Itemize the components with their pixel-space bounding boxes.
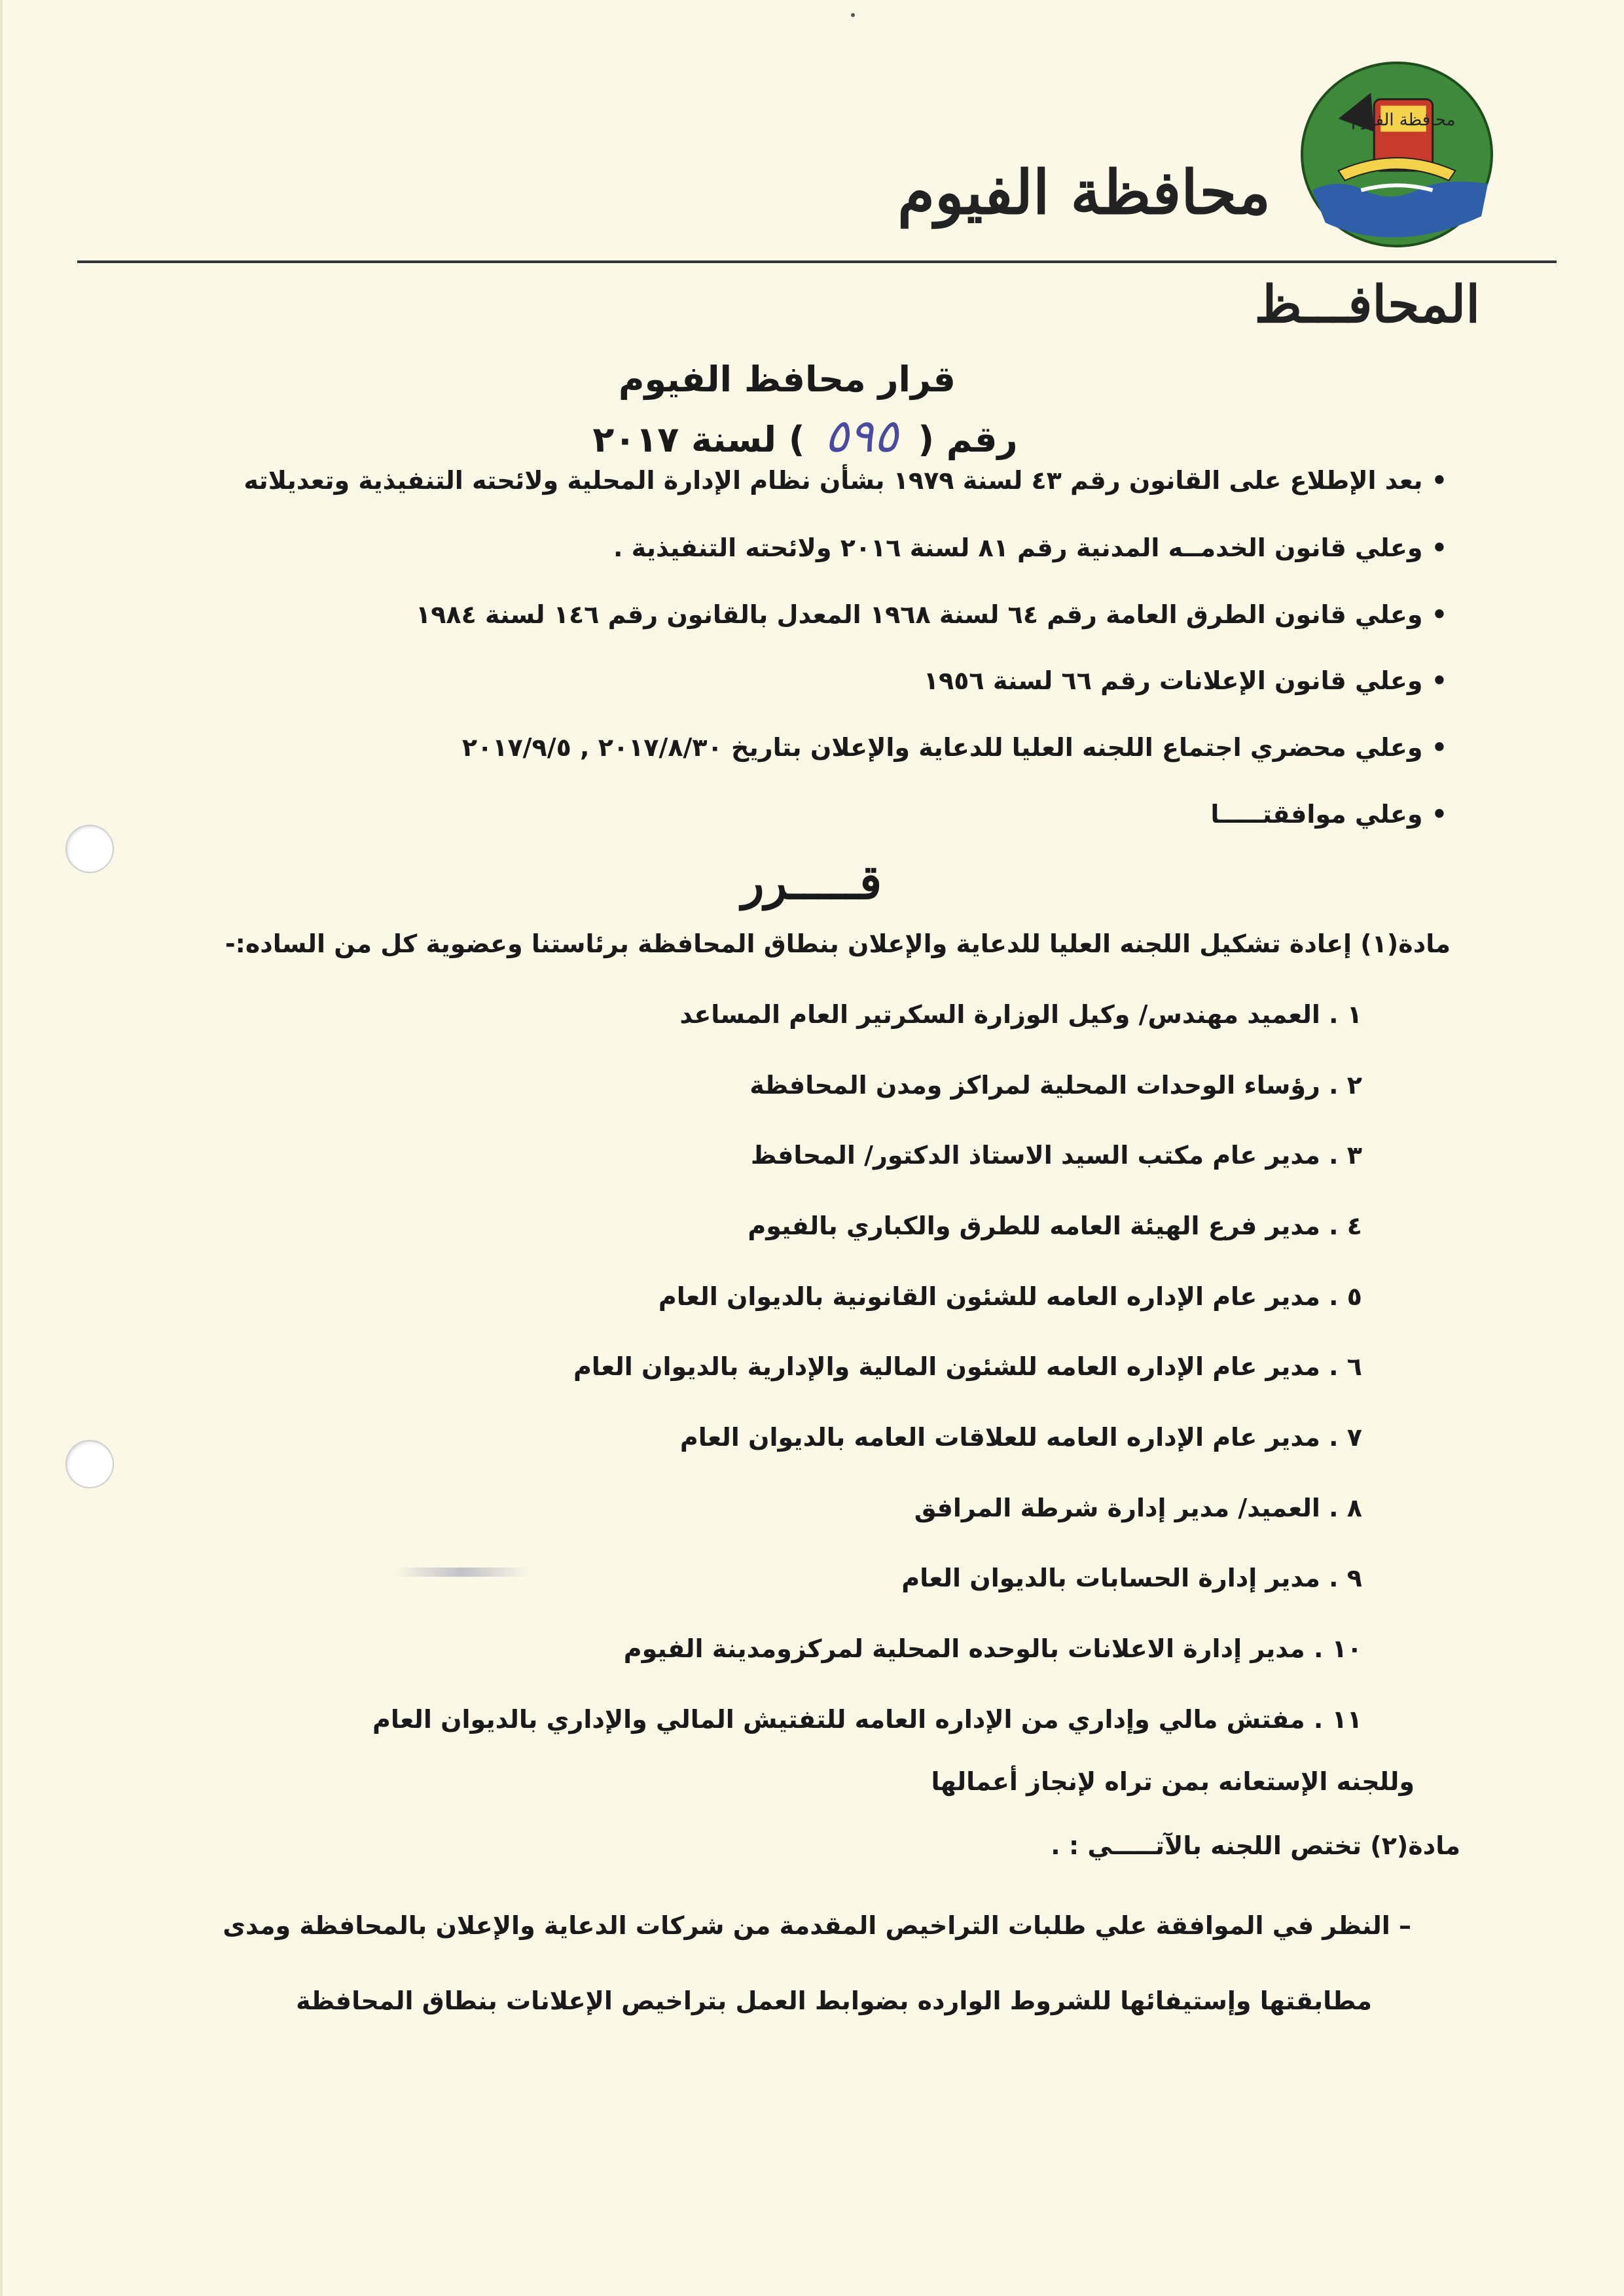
member-item: ٣ . مدير عام مكتب السيد الاستاذ الدكتور/ المحافظ: [750, 1141, 1362, 1170]
svg-text:محافظة الفيوم: محافظة الفيوم: [1351, 110, 1456, 130]
preamble-line: • وعلي محضري اجتماع اللجنه العليا للدعاية والإعلان بتاريخ ٢٠١٧/٨/٣٠ , ٢٠١٧/٩/٥: [461, 733, 1447, 762]
article-2-item: – النظر في الموافقة علي طلبات التراخيص المقدمة من شركات الدعاية والإعلان بالمحافظة ومدى: [223, 1911, 1411, 1940]
member-item: ٨ . العميد/ مدير إدارة شرطة المرافق: [914, 1494, 1362, 1522]
member-item: ٥ . مدير عام الإداره العامه للشئون القانونية بالديوان العام: [658, 1282, 1362, 1311]
article-2-item-continued: مطابقتها وإستيفائها للشروط الوارده بضوابط العمل بتراخيص الإعلانات بنطاق المحافظة: [296, 1986, 1372, 2015]
member-item: ١٠ . مدير إدارة الاعلانات بالوحده المحلية لمركزومدينة الفيوم: [623, 1634, 1362, 1663]
decree-number-suffix: ) لسنة ٢٠١٧: [592, 419, 805, 460]
member-item: ١ . العميد مهندس/ وكيل الوزارة السكرتير العام المساعد: [679, 1000, 1362, 1029]
decided-heading: قـــــرر: [741, 854, 882, 910]
member-item: ٧ . مدير عام الإداره العامه للعلاقات العامه بالديوان العام: [679, 1423, 1362, 1452]
punch-hole: [65, 825, 114, 873]
preamble-line: • وعلي قانون الطرق العامة رقم ٦٤ لسنة ١٩٦٨ المعدل بالقانون رقم ١٤٦ لسنة ١٩٨٤: [416, 600, 1447, 629]
punch-hole: [65, 1440, 114, 1488]
preamble-line: • بعد الإطلاع على القانون رقم ٤٣ لسنة ١٩٧٩ بشأن نظام الإدارة المحلية ولائحته التنفيذية وتعديلاته: [244, 466, 1447, 495]
preamble-line: • وعلي موافقتـــــا: [1210, 800, 1447, 829]
member-item: ٢ . رؤساء الوحدات المحلية لمراكز ومدن المحافظة: [749, 1071, 1362, 1100]
article-1-text: مادة(١) إعادة تشكيل اللجنه العليا للدعاية والإعلان بنطاق المحافظة برئاستنا وعضوية كل من الساده:-: [225, 929, 1451, 958]
preamble-line: • وعلي قانون الإعلانات رقم ٦٦ لسنة ١٩٥٦: [923, 666, 1447, 695]
ink-smudge: [393, 1568, 530, 1577]
decree-title: قرار محافظ الفيوم: [618, 359, 956, 400]
handwritten-decree-number: ٥٩٥: [824, 409, 899, 463]
office-title: المحافـــظ: [1254, 275, 1480, 334]
header-divider: [77, 260, 1557, 263]
article-2-text: مادة(٢) تختص اللجنه بالآتـــــي : .: [1051, 1831, 1460, 1860]
decree-number: [569, 409, 1041, 463]
scan-speck: [851, 13, 855, 17]
page-edge: [0, 0, 3, 2296]
member-item: ٦ . مدير عام الإداره العامه للشئون المالية والإدارية بالديوان العام: [573, 1352, 1362, 1381]
article-1-note: وللجنه الإستعانه بمن تراه لإنجاز أعمالها: [931, 1767, 1415, 1796]
member-item: ٩ . مدير إدارة الحسابات بالديوان العام: [901, 1564, 1362, 1592]
preamble-line: • وعلي قانون الخدمــه المدنية رقم ٨١ لسنة ٢٠١٦ ولائحته التنفيذية .: [613, 533, 1447, 562]
governorate-name: محافظة الفيوم: [897, 157, 1271, 228]
member-item: ٤ . مدير فرع الهيئة العامه للطرق والكباري بالفيوم: [748, 1211, 1362, 1240]
member-item: ١١ . مفتش مالي وإداري من الإداره العامه للتفتيش المالي والإداري بالديوان العام: [372, 1705, 1362, 1734]
decree-number-prefix: رقم (: [918, 419, 1018, 460]
governorate-seal-icon: [1299, 60, 1494, 249]
